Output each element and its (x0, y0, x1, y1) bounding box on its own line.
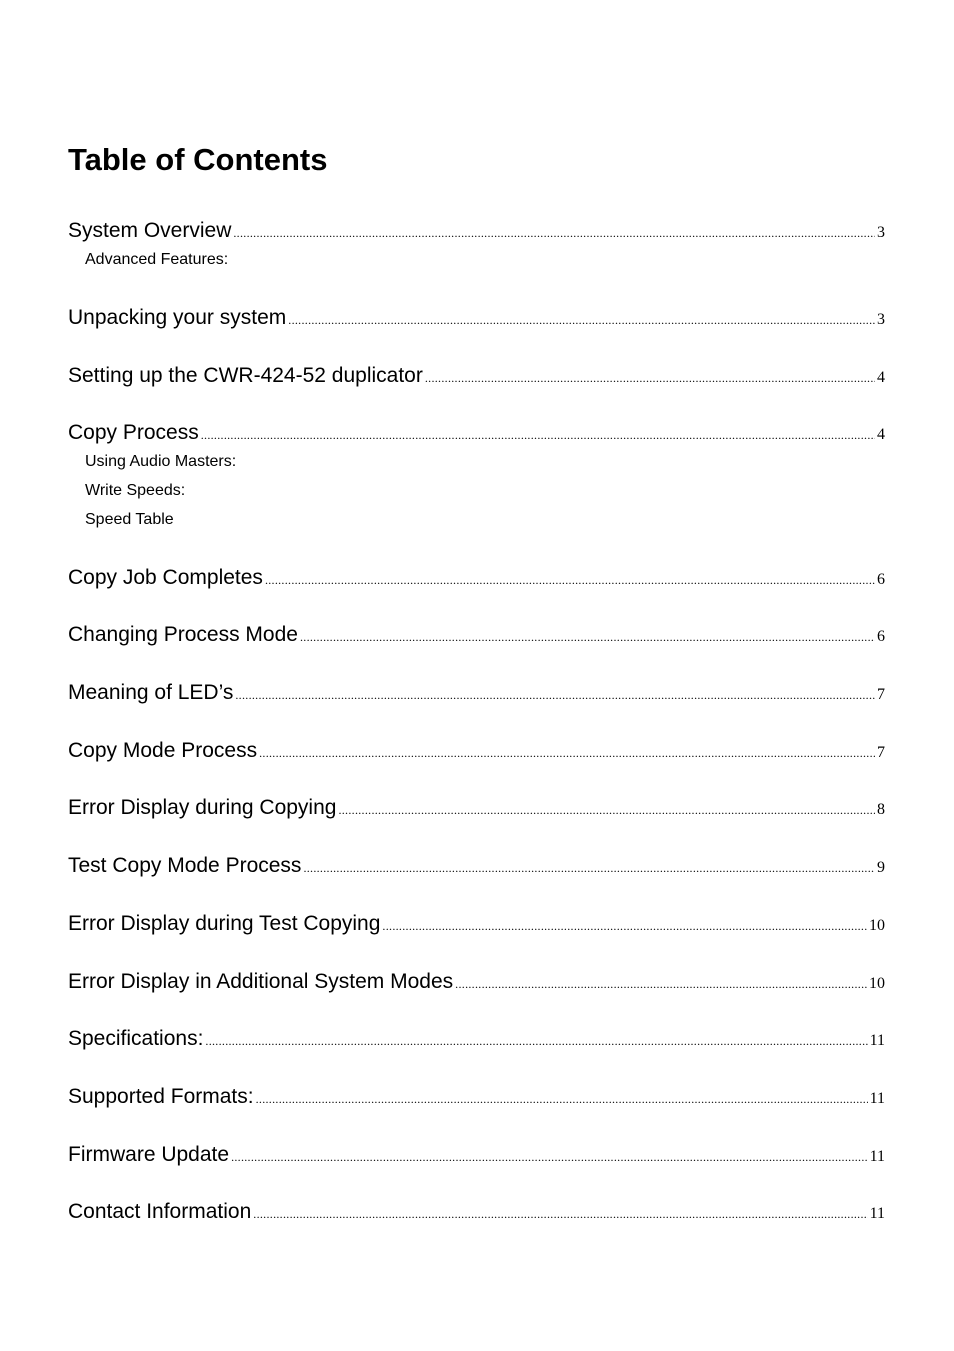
toc-entry-test-copy-mode-process[interactable] (68, 853, 885, 879)
toc-entry-error-display-copying[interactable] (68, 795, 885, 821)
toc-page-number: 11 (869, 1032, 885, 1049)
toc-entry-copy-mode-process[interactable] (68, 738, 885, 764)
toc-page-number: 7 (877, 686, 885, 703)
toc-entry-changing-process-mode[interactable] (68, 622, 885, 648)
page-title: Table of Contents (68, 142, 328, 177)
dot-leader (253, 1207, 867, 1222)
dot-leader (256, 1092, 868, 1107)
toc-entry-label: Specifications: (68, 1027, 204, 1050)
dot-leader (288, 313, 875, 328)
toc-page-number: 6 (877, 628, 885, 645)
toc-entry-label: Copy Job Completes (68, 566, 263, 589)
dot-leader (425, 371, 875, 386)
toc-entry-label: Error Display during Test Copying (68, 912, 381, 935)
toc-entry-unpacking[interactable] (68, 305, 885, 331)
toc-entry-label: Test Copy Mode Process (68, 854, 302, 877)
toc-page-number: 10 (869, 917, 885, 934)
toc-entry-label: Meaning of LED’s (68, 681, 234, 704)
toc-page-number: 3 (877, 311, 885, 328)
toc-page-number: 10 (869, 975, 885, 992)
toc-entry-specifications[interactable] (68, 1026, 885, 1052)
dot-leader (303, 861, 875, 876)
dot-leader (259, 746, 875, 761)
dot-leader (205, 1034, 867, 1049)
dot-leader (201, 428, 875, 443)
toc-entry-system-overview[interactable] (68, 218, 885, 244)
dot-leader (233, 226, 875, 241)
toc-subentry-speed-table[interactable]: Speed Table (85, 511, 174, 528)
dot-leader (235, 688, 875, 703)
toc-page-number: 4 (877, 369, 885, 386)
toc-entry-error-display-additional-modes[interactable] (68, 969, 885, 995)
toc-page-number: 9 (877, 859, 885, 876)
toc-entry-setting-up[interactable] (68, 363, 885, 389)
toc-entry-label: Copy Process (68, 421, 199, 444)
toc-page-number: 4 (877, 426, 885, 443)
toc-entry-label: System Overview (68, 219, 232, 242)
toc-entry-label: Setting up the CWR-424-52 duplicator (68, 364, 423, 387)
toc-entry-label: Contact Information (68, 1200, 252, 1223)
toc-subentry-write-speeds[interactable]: Write Speeds: (85, 482, 186, 499)
toc-page-number: 11 (869, 1148, 885, 1165)
dot-leader (300, 630, 875, 645)
dot-leader (338, 803, 875, 818)
dot-leader (382, 919, 867, 934)
toc-entry-label: Error Display in Additional System Modes (68, 970, 454, 993)
toc-entry-copy-process[interactable] (68, 420, 885, 446)
toc-subentry-using-audio-masters[interactable]: Using Audio Masters: (85, 453, 237, 470)
toc-page-number: 11 (869, 1090, 885, 1107)
toc-entry-label: Unpacking your system (68, 306, 287, 329)
dot-leader (455, 977, 867, 992)
toc-page-number: 7 (877, 744, 885, 761)
toc-subentry-advanced-features[interactable]: Advanced Features: (85, 251, 229, 268)
toc-entry-label: Supported Formats: (68, 1085, 254, 1108)
toc-entry-label: Copy Mode Process (68, 739, 258, 762)
toc-entry-label: Changing Process Mode (68, 623, 298, 646)
toc-entry-contact-information[interactable] (68, 1199, 885, 1225)
toc-page-number: 11 (869, 1205, 885, 1222)
dot-leader (231, 1150, 868, 1165)
toc-entry-label: Firmware Update (68, 1143, 230, 1166)
toc-entry-supported-formats[interactable] (68, 1084, 885, 1110)
toc-entry-label: Error Display during Copying (68, 796, 337, 819)
toc-entry-firmware-update[interactable] (68, 1142, 885, 1168)
dot-leader (265, 573, 875, 588)
toc-page-number: 3 (877, 224, 885, 241)
toc-entry-error-display-test-copying[interactable] (68, 911, 885, 937)
toc-entry-meaning-of-leds[interactable] (68, 680, 885, 706)
toc-entry-copy-job-completes[interactable] (68, 565, 885, 591)
toc-page-number: 8 (877, 801, 885, 818)
toc-page-number: 6 (877, 571, 885, 588)
